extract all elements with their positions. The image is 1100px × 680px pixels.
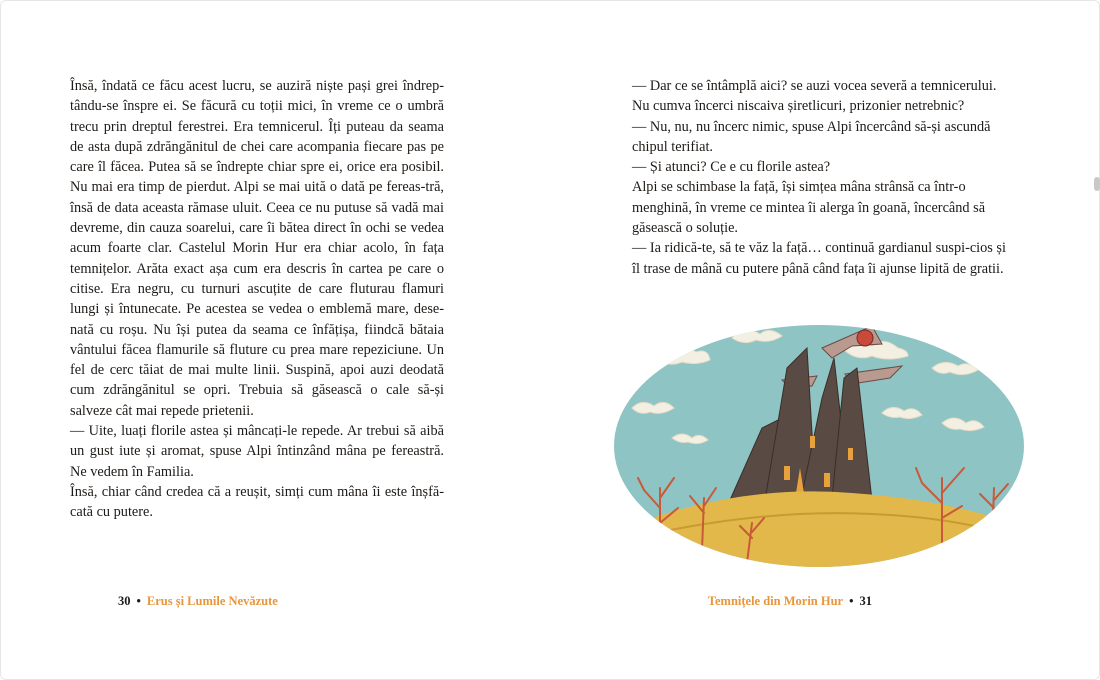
right-paragraph-5: — Ia ridică-te, să te văz la față… continuă gardianul suspi-cios și îl trase de mână cu putere până când fața îi ajunse lipită de gratii. (632, 240, 1006, 277)
red-emblem (857, 330, 873, 346)
right-page-text (632, 76, 1006, 279)
right-page (550, 0, 1100, 680)
running-title-right: Temnițele din Morin Hur (707, 594, 844, 608)
left-paragraph-1: Însă, îndată ce făcu acest lucru, se auziră niște pași grei îndrep-tându-se înspre ei. Se făcură cu toții mici, în vreme ce o umbră trecu prin dreptul ferestrei. Era temnicerul. Îți puteau da seama de asta după zdrăngănitul de chei care acompania fiecare pas pe care îl făcea. Putea să se îndrepte chiar spre ei, orice era posibil. Nu mai era timp de pierdut. Alpi se mai uită o dată pe fereas-tră, însă de data aceasta rămase uluit. Ceea ce nu putuse să vadă mai devreme, din cauza soarelui, care îi bătea direct în ochi se vedea acum foarte clar. Castelul Morin Hur era chiar acolo, în fața temnițelor. Arăta exact așa cum era descris în cartea pe care o citise. Era negru, cu turnuri ascuțite de care fluturau flamuri lungi și întunecate. Pe acestea se vedea o emblemă mare, dese-nată cu roșu. Nu își putea da seama ce înfățișa, fiindcă bătaia vântului făcea flamurile să fluture cu prea mare repeziciune. Un fel de cerc tăiat de mai multe linii. Suspină, apoi auzi deodată cum zdrăngănitul se opri. Trebuia să găsească o cale să-și salveze cât mai repede prietenii. (70, 78, 444, 419)
right-paragraph-1: — Dar ce se întâmplă aici? se auzi vocea severă a temnicerului. Nu cumva încerci niscaiva șiretlicuri, prizonier netrebnic? (632, 78, 997, 115)
right-paragraph-2: — Nu, nu, nu încerc nimic, spuse Alpi încercând să-și ascundă chipul terifiat. (632, 118, 991, 155)
scrollbar-thumb[interactable] (1094, 177, 1100, 191)
left-paragraph-2: — Uite, luați florile astea și mâncați-le repede. Ar trebui să aibă un gust iute și aromat, spuse Alpi întinzând mâna pe fereastră. Ne vedem în Familia. (70, 423, 444, 480)
bullet-separator: • (849, 594, 854, 608)
right-page-footer (708, 594, 872, 609)
left-paragraph-3: Însă, chiar când credea că a reușit, simți cum mâna îi este înșfă-cată cu putere. (70, 483, 444, 521)
page-number-right: 31 (859, 594, 872, 608)
left-page-text (70, 76, 444, 523)
right-paragraph-4: Alpi se schimbase la față, își simțea mâna strânsă ca într-o menghină, în vreme ce mintea îi alerga în goană, încercând să găsească o soluție. (632, 179, 986, 237)
running-title-left: Erus și Lumile Nevăzute (146, 594, 278, 608)
page-number-left: 30 (118, 594, 131, 608)
right-paragraph-3: — Și atunci? Ce e cu florile astea? (632, 159, 831, 176)
castle-illustration (612, 318, 1026, 568)
bullet-separator: • (136, 594, 141, 608)
left-page-footer (118, 594, 278, 609)
